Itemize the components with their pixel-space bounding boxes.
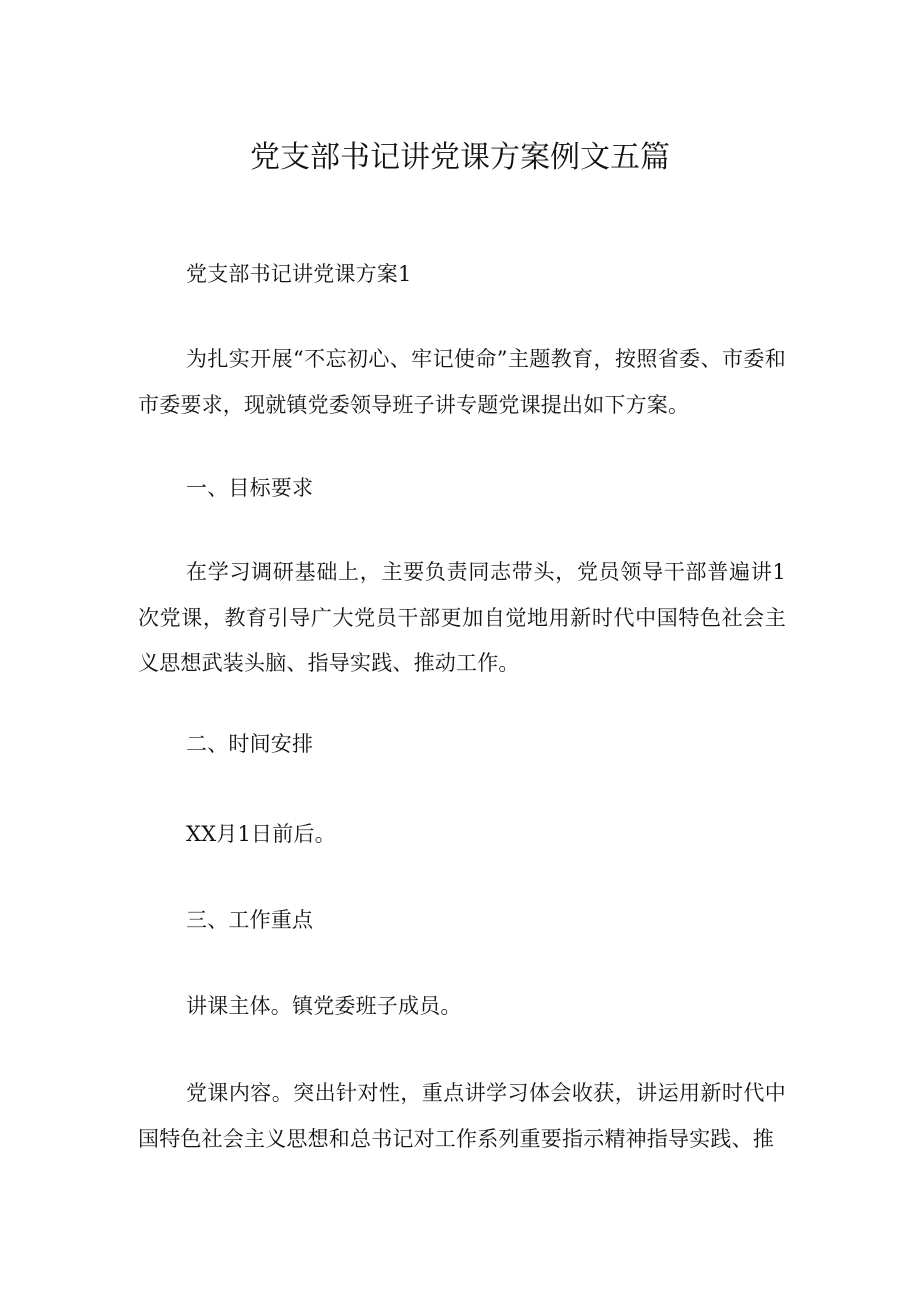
heading-schedule: 二、时间安排 [186,732,314,756]
heading-goals: 一、目标要求 [186,476,314,500]
document-title: 党支部书记讲党课方案例文五篇 [250,140,670,176]
lecturer-paragraph: 讲课主体。镇党委班子成员。 [186,994,462,1018]
goals-paragraph: 在学习调研基础上，主要负责同志带头，党员领导干部普遍讲1次党课，教育引导广大党员干部更加自觉地用新时代中国特色社会主义思想武装头脑、指导实践、推动工作。 [138,560,786,675]
intro-paragraph: 为扎实开展“不忘初心、牢记使命”主题教育，按照省委、市委和市委要求，现就镇党委领导班子讲专题党课提出如下方案。 [138,347,786,417]
heading-focus: 三、工作重点 [186,908,314,932]
section-heading-plan-1: 党支部书记讲党课方案1 [186,262,412,286]
content-paragraph: 党课内容。突出针对性，重点讲学习体会收获，讲运用新时代中国特色社会主义思想和总书记对工作系列重要指示精神指导实践、推 [138,1081,786,1151]
schedule-paragraph: XX月1日前后。 [186,822,336,846]
